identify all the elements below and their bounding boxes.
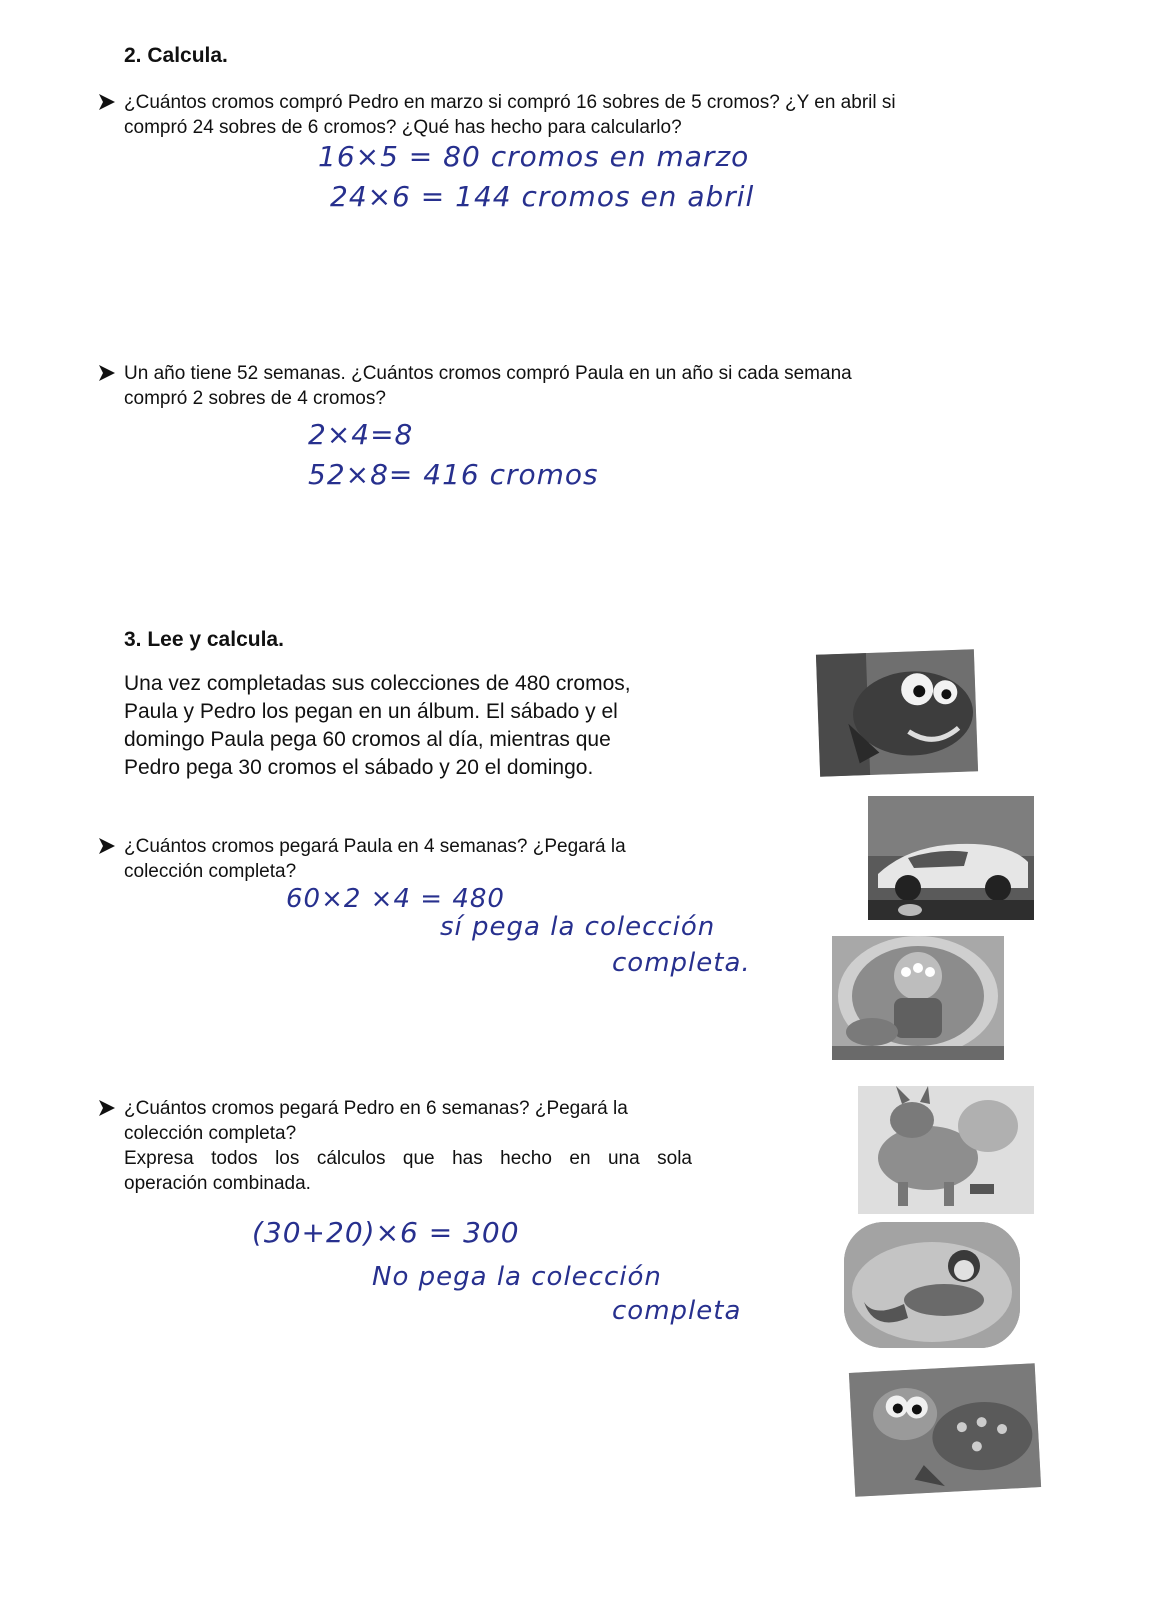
- arrow-bullet-icon: [96, 1097, 118, 1119]
- arrow-bullet-icon: [96, 835, 118, 857]
- handwritten-answer: 52×8= 416 cromos: [308, 458, 599, 491]
- handwritten-answer: No pega la colección: [372, 1262, 662, 1292]
- handwritten-answer: 2×4=8: [308, 418, 414, 451]
- question-line: ¿Cuántos cromos pegará Paula en 4 semanas? ¿Pegará la: [124, 836, 626, 857]
- donkey-image: [858, 1086, 1034, 1214]
- donkey-sticker: [858, 1086, 1034, 1214]
- section-3-heading: 3. Lee y calcula.: [124, 628, 284, 651]
- section-2-question-1: [96, 90, 896, 140]
- race-car-image: [868, 796, 1034, 920]
- alien-toy-image: [832, 936, 1004, 1060]
- section-3-question-1: [96, 834, 626, 884]
- arrow-bullet-icon: [96, 91, 118, 113]
- problem-statement: [124, 670, 694, 782]
- section-3-question-2: [96, 1096, 696, 1196]
- question-line: colección completa?: [124, 1123, 297, 1144]
- statement-line: domingo Paula pega 60 cromos al día, mientras que: [124, 728, 611, 751]
- handwritten-answer: 24×6 = 144 cromos en abril: [330, 180, 755, 213]
- race-car-sticker: [868, 796, 1034, 920]
- question-line: Un año tiene 52 semanas. ¿Cuántos cromos compró Paula en un año si cada semana: [124, 363, 852, 384]
- question-line: compró 24 sobres de 6 cromos? ¿Qué has hecho para calcularlo?: [124, 117, 682, 138]
- statement-line: Una vez completadas sus colecciones de 480 cromos,: [124, 672, 631, 695]
- handwritten-answer: sí pega la colección: [440, 912, 716, 942]
- mermaid-image: [844, 1222, 1020, 1348]
- question-line: operación combinada.: [124, 1173, 311, 1194]
- turtle-image: [849, 1363, 1041, 1497]
- handwritten-answer: completa: [612, 1296, 742, 1326]
- fish-image: [816, 649, 978, 776]
- question-line: ¿Cuántos cromos pegará Pedro en 6 semanas? ¿Pegará la: [124, 1098, 628, 1119]
- section-2-heading: 2. Calcula.: [124, 44, 228, 67]
- handwritten-answer: completa.: [612, 948, 751, 978]
- statement-line: Paula y Pedro los pegan en un álbum. El sábado y el: [124, 700, 618, 723]
- question-line: ¿Cuántos cromos compró Pedro en marzo si compró 16 sobres de 5 cromos? ¿Y en abril si: [124, 92, 896, 113]
- question-line: colección completa?: [124, 861, 297, 882]
- handwritten-answer: 16×5 = 80 cromos en marzo: [318, 140, 750, 173]
- section-2-question-2: [96, 361, 852, 411]
- arrow-bullet-icon: [96, 362, 118, 384]
- statement-line: Pedro pega 30 cromos el sábado y 20 el domingo.: [124, 756, 594, 779]
- fish-sticker: [816, 649, 978, 776]
- handwritten-answer: (30+20)×6 = 300: [252, 1216, 520, 1249]
- turtle-sticker: [849, 1363, 1041, 1497]
- handwritten-answer: 60×2 ×4 = 480: [286, 884, 505, 914]
- question-line: compró 2 sobres de 4 cromos?: [124, 388, 386, 409]
- alien-toy-sticker: [832, 936, 1004, 1060]
- question-line: Expresa todos los cálculos que has hecho en una sola: [124, 1148, 692, 1169]
- mermaid-sticker: [844, 1222, 1020, 1348]
